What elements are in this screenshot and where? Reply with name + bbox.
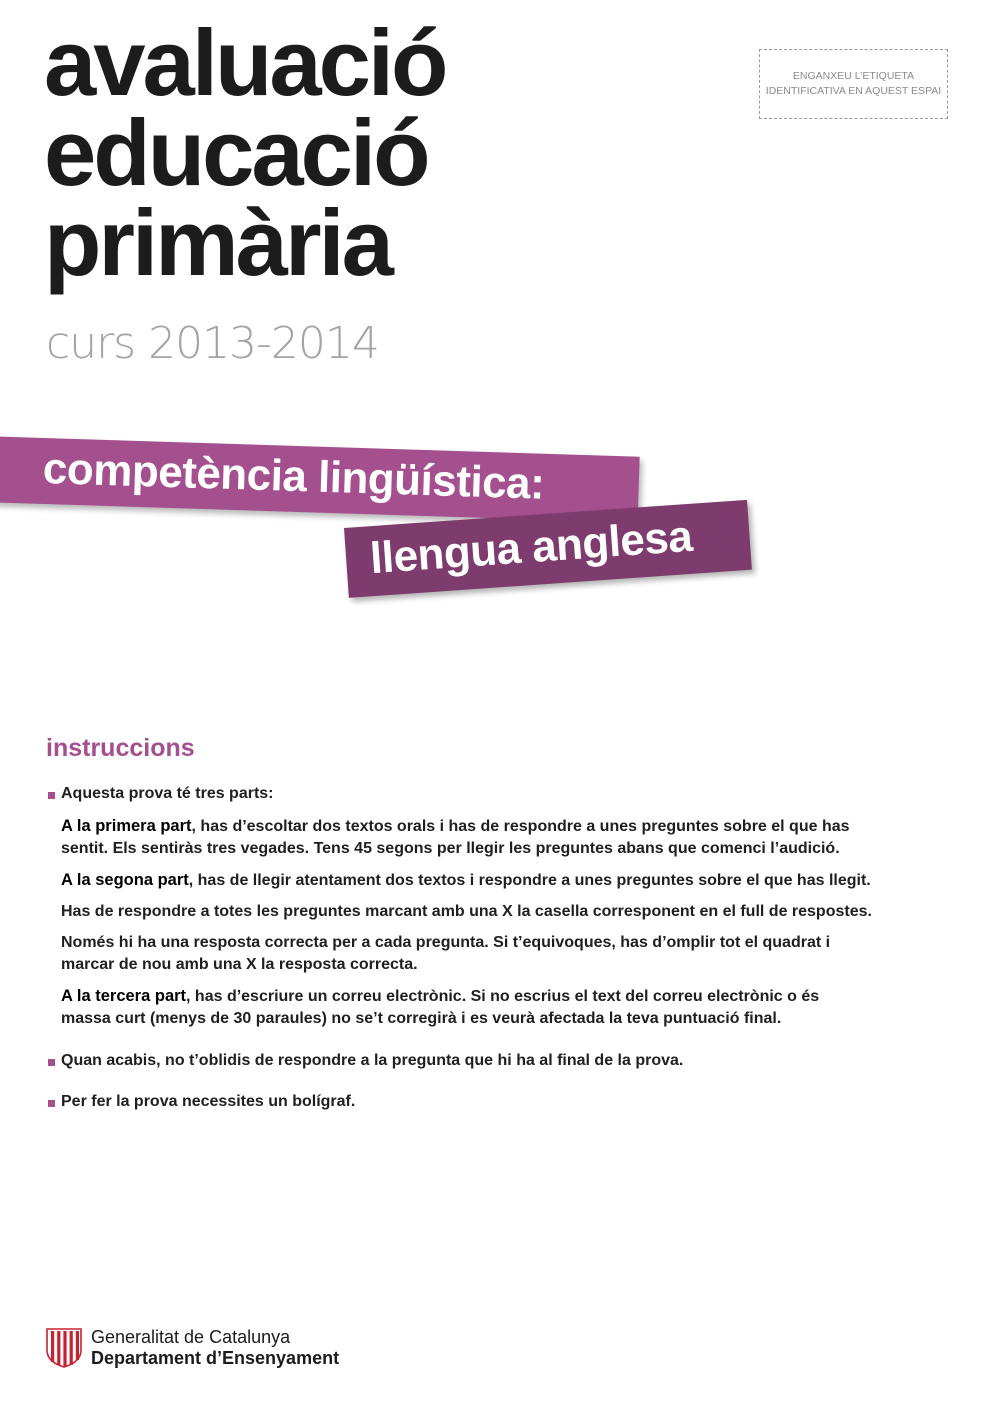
part-2-text: , has de llegir atentament dos textos i respondre a unes preguntes sobre el que has llegit. [188, 872, 871, 889]
part-3-text: , has d’escriure un correu electrònic. Si no escrius el text del correu electrònic o és massa curt (menys de 30 paraules) no se’t corregirà i es veurà afectada la teva puntuació final. [61, 988, 820, 1027]
part-1-label: A la primera part [61, 817, 192, 835]
title-block [44, 10, 446, 295]
part-2-label: A la segona part [61, 871, 189, 889]
instructions-section [46, 734, 876, 1113]
title-line-2: educació [44, 100, 428, 205]
footer [46, 1327, 339, 1369]
paragraph-correction: Només hi ha una resposta correcta per a cada pregunta. Si t’equivoques, has d’omplir tot el quadrat i marcar de nou amb una X la resposta correcta. [61, 934, 831, 973]
label-sticker-area [759, 49, 948, 119]
course-year: curs 2013-2014 [46, 318, 379, 369]
generalitat-stripes-icon [46, 1328, 82, 1368]
subject-banner [0, 436, 640, 523]
paragraph-part-1 [61, 815, 876, 860]
part-1-text: , has d’escoltar dos textos orals i has de respondre a unes preguntes sobre el que has sentit. Els sentiràs tres vegades. Tens 45 segons per llegir les preguntes abans que comenci l’audició. [61, 818, 850, 857]
bullet-final-question: Quan acabis, no t’oblidis de respondre a la pregunta que hi ha al final de la prova. [46, 1050, 876, 1072]
paragraph-answer-mark: Has de respondre a totes les preguntes marcant amb una X la casella corresponent en el full de respostes. [61, 903, 872, 920]
instructions-heading: instruccions [46, 734, 195, 762]
paragraph-part-3 [61, 985, 831, 1030]
org-line-2: Departament d’Ensenyament [91, 1348, 340, 1368]
label-box-line-1: ENGANXEU L’ETIQUETA [792, 70, 915, 82]
title-line-3: primària [44, 190, 391, 295]
organization-name [91, 1327, 339, 1369]
title-line-1: avaluació [44, 10, 446, 115]
bullet-parts: Aquesta prova té tres parts: [46, 783, 876, 805]
org-line-1: Generalitat de Catalunya [91, 1327, 291, 1347]
bullet-pen: Per fer la prova necessites un bolígraf. [46, 1091, 876, 1113]
subject-banner-text: competència lingüística: [42, 444, 546, 509]
label-box-line-2: IDENTIFICATIVA EN AQUEST ESPAI [765, 85, 942, 97]
paragraph-part-2 [61, 869, 876, 892]
part-3-label: A la tercera part [61, 987, 187, 1005]
language-banner-text: llengua anglesa [368, 511, 694, 584]
